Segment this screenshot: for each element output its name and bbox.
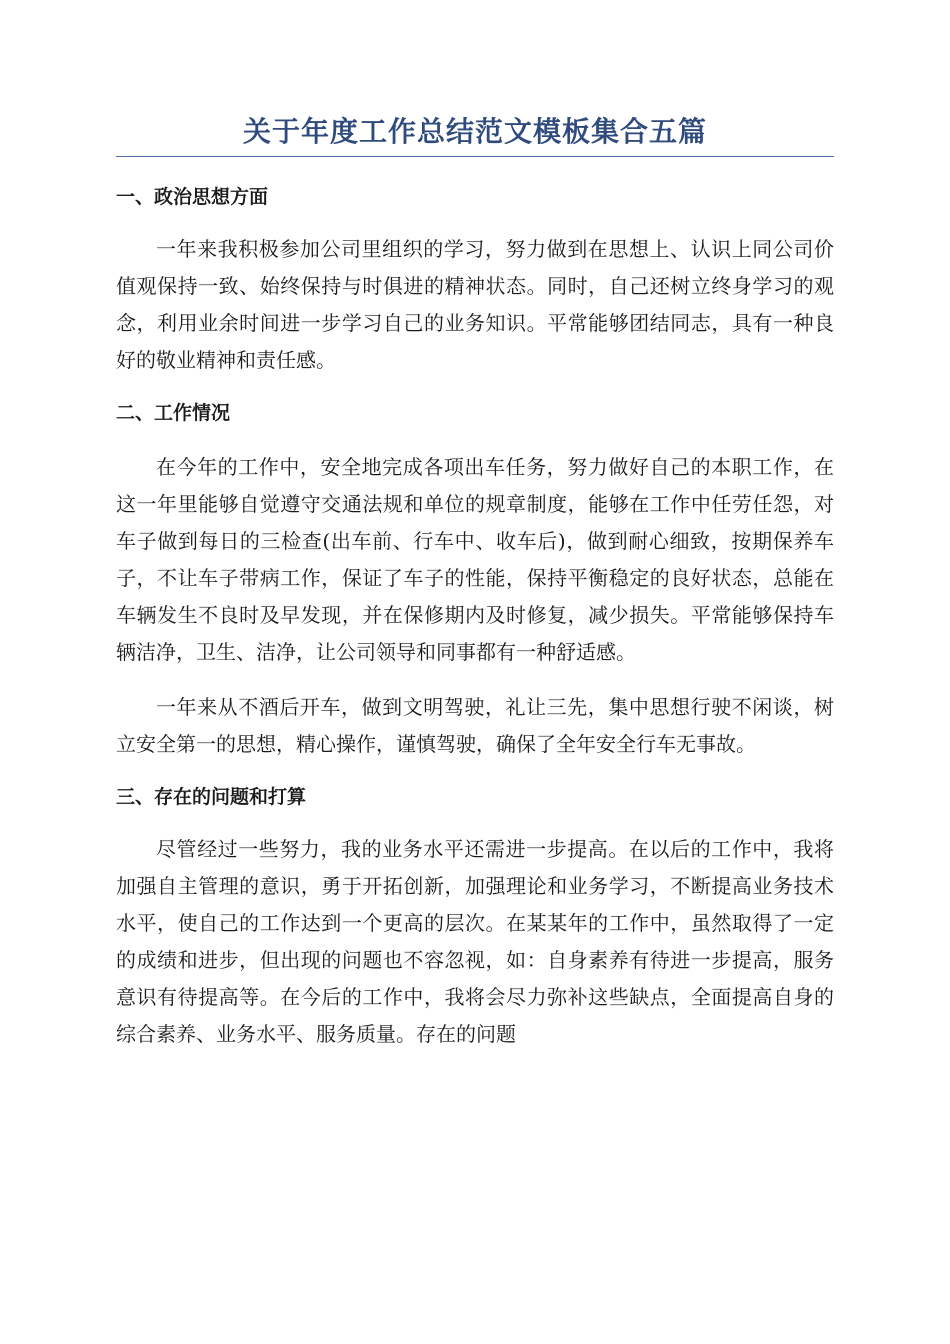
- document-title: 关于年度工作总结范文模板集合五篇: [116, 112, 834, 157]
- section-paragraph: 尽管经过一些努力，我的业务水平还需进一步提高。在以后的工作中，我将加强自主管理的意识，勇于开拓创新，加强理论和业务学习，不断提高业务技术水平，使自己的工作达到一个更高的层次。在某某年的工作中，虽然取得了一定的成绩和进步，但出现的问题也不容忽视，如：自身素养有待进一步提高，服务意识有待提高等。在今后的工作中，我将会尽力弥补这些缺点，全面提高自身的综合素养、业务水平、服务质量。存在的问题: [116, 837, 834, 1046]
- section-paragraph: 在今年的工作中，安全地完成各项出车任务，努力做好自己的本职工作，在这一年里能够自觉遵守交通法规和单位的规章制度，能够在工作中任劳任怨，对车子做到每日的三检查(出车前、行车中、收车后)，做到耐心细致，按期保养车子，不让车子带病工作，保证了车子的性能，保持平衡稳定的良好状态，总能在车辆发生不良时及早发现，并在保修期内及时修复，减少损失。平常能够保持车辆洁净，卫生、洁净，让公司领导和同事都有一种舒适感。: [116, 455, 834, 664]
- document-page: [116, 112, 834, 1053]
- section-heading-political: 一、政治思想方面: [116, 186, 269, 208]
- section-paragraph: 一年来从不酒后开车，做到文明驾驶，礼让三先，集中思想行驶不闲谈，树立安全第一的思想，精心操作，谨慎驾驶，确保了全年安全行车无事故。: [116, 695, 834, 756]
- section-heading-work: 二、工作情况: [116, 402, 231, 424]
- section-paragraph: 一年来我积极参加公司里组织的学习，努力做到在思想上、认识上同公司价值观保持一致、始终保持与时俱进的精神状态。同时，自己还树立终身学习的观念，利用业余时间进一步学习自己的业务知识。平常能够团结同志，具有一种良好的敬业精神和责任感。: [116, 237, 834, 372]
- section-heading-problems: 三、存在的问题和打算: [116, 786, 307, 808]
